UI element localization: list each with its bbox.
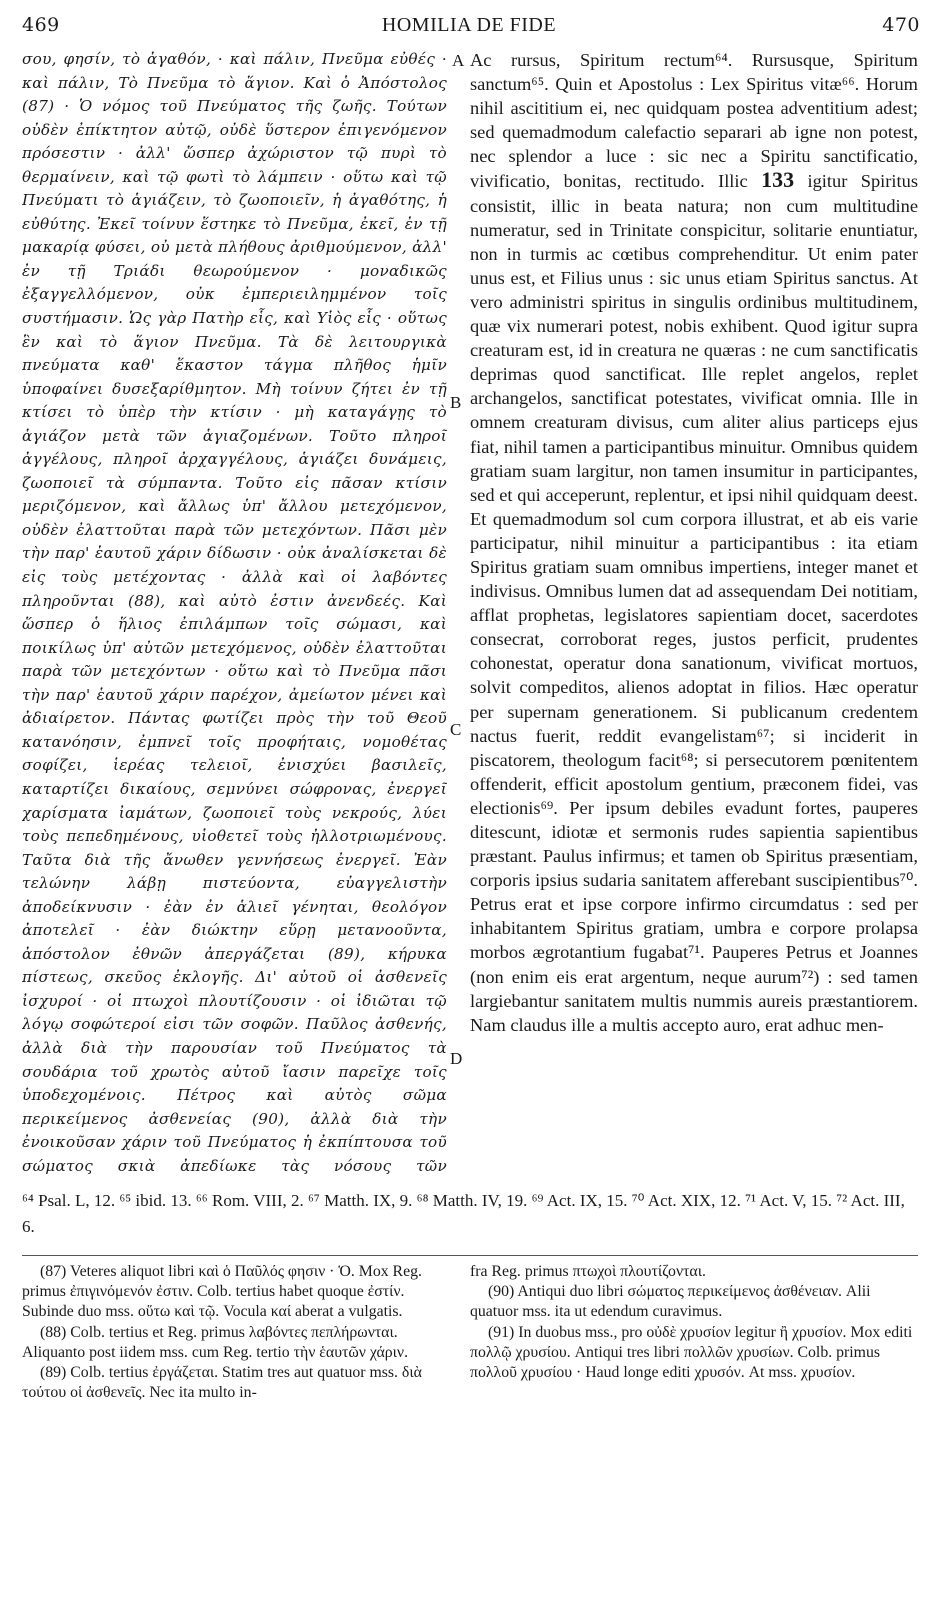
margin-mark-a: A [452, 51, 465, 70]
latin-text-part-2: igitur Spiritus consistit, illic in beata natura; non cum multitudine numeratur, sed in Trinitate conspicitur, solitarie enuntiatur, non in turmis ac cœtibus comprehenditur. Ut enim pater unus est, et Filius unus : sic unus etiam Spiritus sanctus. At vero administri spiritus in singulis ordinibus multitudinem, quæ vix numerari potest, nobis exhibent. Quod igitur supra creaturam est, id in creatura ne quæras : ne cum sanctificatis deprimas quod sanctificat. Ille replet angelos, replet archangelos, sanctificat potestates, vivificat omnia. Ille in omnem creaturam divisus, cum aliter alius particeps ejus fiat, nihil tamen a participantibus minuitur. Omnibus quidem gratiam suam largitur, non tamen insumitur in participantes, sed et qui acceperunt, replentur, et ipsi nihil quidquam deest. Et quemadmodum sol cum corpora illustrat, et ab eis varie participatur, nihil minuitur a participantibus : ita etiam Spiritus gratiam suam omnibus impertiens, integer manet et indivisus. Omnibus lumen dat ad assequendam Dei notitiam, afflat prophetas, legislatores sapientiam docet, sacerdotes consecrat, corroborat reges, justos perficit, prudentes cohonestat, operatur dona sanationum, vivificat mortuos, solvit compeditos, alienos adoptat in filios. Hæc operatur per supernam generationem. Si publicanum credentem nactus fuerit, reddit evangelistam⁶⁷; si inciderit in piscatorem, theologum facit⁶⁸; si persecutorem pœnitentem offenderit, efficit apostolum gentium, præconem fidei, vas electionis⁶⁹. Per ipsum debiles evadunt fortes, pauperes ditescunt, idiotæ et sermonis rudes sapientia sapientibus præstant. Paulus infirmus; et tamen ob Spiritus præsentiam, corporis ipsius sudaria sanitatem afferebant suscipientibus⁷⁰. Petrus erat et ipse corpore infirmo circumdatus : sed per inhabitantem Spiritus gratiam, umbra e corpore prolapsa morbos ægrotantium fugabat⁷¹. Pauperes Petrus et Joannes (non enim eis erat argentum, neque aurum⁷²) : sed tamen largiebantur sanitatem multis nummis aureis præstantiorem. Nam claudus ille a multis accepto auro, erat adhuc men- [470, 171, 918, 1035]
footnote-89-continued: fra Reg. primus πτωχοὶ πλουτίζονται. [470, 1263, 706, 1280]
margin-mark-c: C [450, 720, 462, 739]
running-title: HOMILIA DE FIDE [381, 14, 557, 36]
margin-mark-b: B [450, 393, 462, 412]
footnote-89: (89) Colb. tertius ἐργάζεται. Statim tres aut quatuor mss. διὰ τούτου οἱ ἀσθενεῖς. Nec ita multo in- [22, 1364, 422, 1402]
footnote-87: (87) Veteres aliquot libri καὶ ὁ Παῦλός φησιν · Ὁ. Mox Reg. primus ἐπιγινόμενόν ἐστιν. Colb. tertius habet quoque ἐστίν. Subinde duo mss. οὕτω καὶ τῷ. Vocula καί aberat a vulgatis. [22, 1263, 422, 1321]
footnotes-left [22, 1262, 452, 1592]
page-number-right: 470 [882, 14, 920, 36]
column-number-marker: 133 [761, 167, 795, 193]
latin-column [470, 48, 918, 1178]
page-header [0, 14, 938, 44]
scripture-references: ⁶⁴ Psal. L, 12. ⁶⁵ ibid. 13. ⁶⁶ Rom. VIII, 2. ⁶⁷ Matth. IX, 9. ⁶⁸ Matth. IV, 19. ⁶⁹ Act. IX, 15. ⁷⁰ Act. XIX, 12. ⁷¹ Act. V, 15. ⁷² Act. III, 6. [22, 1191, 905, 1236]
latin-text-part-1: Ac rursus, Spiritum rectum⁶⁴. Rursusque, Spiritum sanctum⁶⁵. Quin et Apostolus : Lex Spiritus vitæ⁶⁶. Horum nihil ascititium ei, nec quidquam postea adventitium adest; sed quemadmodum calefactio separari ab igne non potest, nec splendor a luce : sic nec a Spiritu sanctificatio, vivificatio, bonitas, rectitudo. Illic [470, 50, 918, 192]
footnote-91: (91) In duobus mss., pro οὐδὲ χρυσίον legitur ἢ χρυσίον. Mox editi πολλῷ χρυσίου. Antiqui tres libri πολλῶν χρυσίων. Colb. primus πολλοῦ χρυσίου · Haud longe editi χρυσόν. At mss. χρυσίον. [470, 1323, 913, 1382]
greek-column: σου, φησίν, τὸ ἀγαθόν, · καὶ πάλιν, Πνεῦμα εὐθές · καὶ πάλιν, Τὸ Πνεῦμα τὸ ἅγιον. Καὶ ὁ Ἀπόστολος (87) · Ὁ νόμος τοῦ Πνεύματος τῆς ζωῆς. Τούτων οὐδὲν ἐπίκτητον αὐτῷ, οὐδὲ ὕστερον ἐπιγενόμενον πρόσεστιν · ἀλλ' ὥσπερ ἀχώριστον τῷ πυρὶ τὸ θερμαίνειν, καὶ τῷ φωτὶ τὸ λάμπειν · οὕτω καὶ τῷ Πνεύματι τὸ ἁγιάζειν, τὸ ζωοποιεῖν, ἡ ἀγαθότης, ἡ εὐθύτης. Ἐκεῖ τοίνυν ἕστηκε τὸ Πνεῦμα, ἐκεῖ, ἐν τῇ μακαρίᾳ φύσει, οὐ μετὰ πλήθους ἀριθμούμενον, ἀλλ' ἐν τῇ Τριάδι θεωρούμενον · μοναδικῶς ἐξαγγελλόμενον, οὐκ ἐμπεριειλημμένον τοῖς συστήμασιν. Ὡς γὰρ Πατὴρ εἷς, καὶ Υἱὸς εἷς · οὕτως ἓν καὶ τὸ ἅγιον Πνεῦμα. Τὰ δὲ λειτουργικὰ πνεύματα καθ' ἕκαστον τάγμα πλῆθος ἡμῖν ὑποφαίνει δυσεξαρίθμητον. Μὴ τοίνυν ζήτει ἐν τῇ κτίσει τὸ ὑπὲρ τὴν κτίσιν · μὴ καταγάγῃς τὸ ἁγιάζον μετὰ τῶν ἁγιαζομένων. Τοῦτο πληροῖ ἀγγέλους, πληροῖ ἀρχαγγέλους, ἁγιάζει δυνάμεις, ζωοποιεῖ τὰ σύμπαντα. Τοῦτο εἰς πᾶσαν κτίσιν μεριζόμενον, καὶ ἄλλως ὑπ' ἄλλου μετεχόμενον, οὐδὲν ἐλαττοῦται παρὰ τῶν μετεχόντων. Πᾶσι μὲν τὴν παρ' ἑαυτοῦ χάριν δίδωσιν · οὐκ ἀναλίσκεται δὲ εἰς τοὺς μετέχοντας · ἀλλὰ καὶ οἱ λαβόντες πληροῦνται (88), καὶ αὐτὸ ἐστιν ἀνενδεές. Καὶ ὥσπερ ὁ ἥλιος ἐπιλάμπων τοῖς σώμασι, καὶ ποικίλως ὑπ' αὐτῶν μετεχόμενος, οὐδὲν ἐλαττοῦται παρὰ τῶν μετεχόντων · οὕτω καὶ τὸ Πνεῦμα πᾶσι τὴν παρ' ἑαυτοῦ χάριν παρέχον, ἀμείωτον μένει καὶ ἀδιαίρετον. Πάντας φωτίζει πρὸς τὴν τοῦ Θεοῦ κατανόησιν, ἐμπνεῖ τοῖς προφήταις, νομοθέτας σοφίζει, ἱερέας τελειοῖ, ἐνισχύει βασιλεῖς, καταρτίζει δικαίους, σεμνύνει σώφρονας, ἐνεργεῖ χαρίσματα ἰαμάτων, ζωοποιεῖ τοὺς νεκρούς, λύει τοὺς πεπεδημένους, υἱοθετεῖ τοὺς ἠλλοτριωμένους. Ταῦτα διὰ τῆς ἄνωθεν γεννήσεως ἐνεργεῖ. Ἐὰν τελώνην λάβῃ πιστεύοντα, εὐαγγελιστὴν ἀποδείκνυσιν · ἐὰν ἐν ἁλιεῖ γένηται, θεολόγον ἀποτελεῖ · ἐὰν διώκτην εὕρῃ μετανοοῦντα, ἀπόστολον ἐθνῶν ἀπεργάζεται (89), κήρυκα πίστεως, σκεῦος ἐκλογῆς. Δι' αὐτοῦ οἱ ἀσθενεῖς ἰσχυροί · οἱ πτωχοὶ πλουτίζουσιν · οἱ ἰδιῶται τῷ λόγῳ σοφώτεροί εἰσι τῶν σοφῶν. Παῦλος ἀσθενής, ἀλλὰ διὰ τὴν παρουσίαν τοῦ Πνεύματος τὰ σουδάρια τοῦ χρωτὸς αὐτοῦ ἴασιν παρεῖχε τοῖς ὑποδεχομένοις. Πέτρος καὶ αὐτὸς σῶμα περικείμενος ἀσθενείας (90), ἀλλὰ διὰ τὴν ἐνοικοῦσαν χάριν τοῦ Πνεύματος ἡ ἐκπίπτουσα τοῦ σώματος σκιὰ ἀπεδίωκε τὰς νόσους τῶν [22, 50, 447, 1175]
page-number-left: 469 [22, 14, 60, 36]
footnote-divider [22, 1255, 918, 1256]
margin-mark-d: D [450, 1049, 463, 1068]
footnote-90: (90) Antiqui duo libri σώματος περικείμενος ἀσθένειαν. Alii quatuor mss. ita ut edendum curavimus. [470, 1283, 871, 1321]
footnotes-right [470, 1262, 918, 1592]
footnote-88: (88) Colb. tertius et Reg. primus λαβόντες πεπλήρωνται. Aliquanto post iidem mss. cum Reg. tertio τὴν ἑαυτῶν χάριν. [22, 1323, 409, 1361]
